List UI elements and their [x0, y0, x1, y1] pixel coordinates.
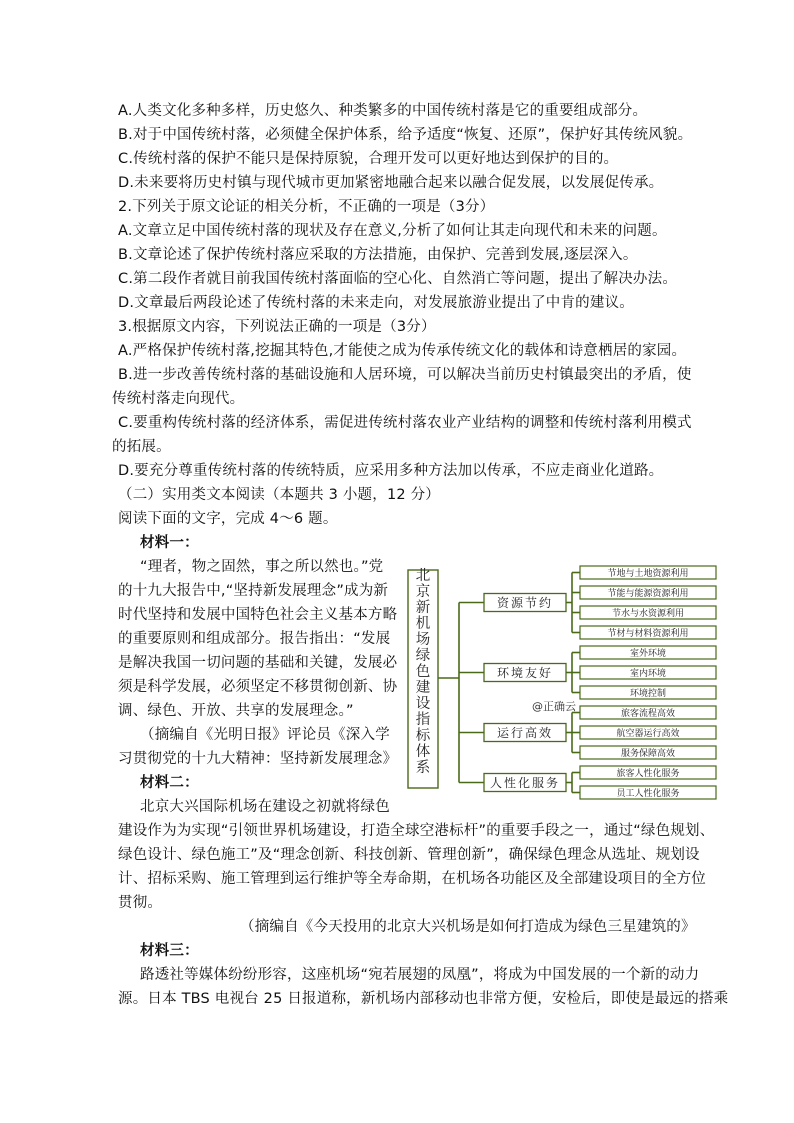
material2-source: （摘编自《今天投用的北京大兴机场是如何打造成为绿色三星建筑的》: [240, 919, 696, 935]
diagram-branch-label: 运行高效: [496, 726, 554, 740]
diagram-leaf-label: 室内环境: [629, 669, 667, 679]
material1-source-cont: 习贯彻党的十九大精神：坚持新发展理念》: [118, 751, 398, 767]
q2-option-a: A.文章立足中国传统村落的现状及存在意义,分析了如何让其走向现代和未来的问题。: [118, 223, 667, 239]
q3-option-c: C.要重构传统村落的经济体系，需促进传统村落农业产业结构的调整和传统村落利用模式: [118, 415, 692, 431]
diagram-leaf-label: 员工人性化服务: [616, 789, 680, 799]
q3-option-d: D.要充分尊重传统村落的传统特质，应采用多种方法加以传承，不应走商业化道路。: [118, 463, 664, 479]
q3-option-b: B.进一步改善传统村落的基础设施和人居环境，可以解决当前历史村镇最突出的矛盾，使: [118, 367, 692, 383]
material1-line: “理者，物之固然，事之所以然也。”党: [140, 559, 384, 575]
material2-line: 北京大兴国际机场在建设之初就将绿色: [140, 799, 390, 815]
material1-label: 材料一：: [140, 535, 199, 551]
q1-option-d: D.未来要将历史村镇与现代城市更加紧密地融合起来以融合促发展，以发展促传承。: [118, 175, 664, 191]
diagram-root-label: 北京新机场绿色建设指标体系: [415, 568, 431, 776]
q2-stem: 2.下列关于原文论证的相关分析，不正确的一项是（3分）: [118, 199, 495, 215]
q3-option-a: A.严格保护传统村落,挖掘其特色,才能使之成为传承传统文化的载体和诗意栖居的家园。: [118, 343, 687, 359]
diagram-leaf-label: 节材与材料资源利用: [607, 629, 689, 639]
q2-option-b: B.文章论述了保护传统村落应采取的方法措施，由保护、完善到发展,逐层深入。: [118, 247, 638, 263]
diagram-leaf-label: 旅客流程高效: [620, 709, 676, 719]
q2-option-d: D.文章最后两段论述了传统村落的未来走向，对发展旅游业提出了中肯的建议。: [118, 295, 634, 311]
diagram-leaf-label: 室外环境: [629, 649, 667, 659]
diagram-watermark: @正确云: [532, 700, 576, 713]
material2-line: 建设作为为实现“引领世界机场建设，打造全球空港标杆”的重要手段之一，通过“绿色规划、: [118, 823, 715, 839]
q1-option-a: A.人类文化多种多样，历史悠久、种类繁多的中国传统村落是它的重要组成部分。: [118, 103, 648, 119]
section2-instruction: 阅读下面的文字，完成 4～6 题。: [118, 511, 338, 527]
material2-line: 计、招标采购、施工管理到运行维护等全寿命期，在机场各功能区及全部建设项目的全方位: [118, 871, 706, 887]
diagram-leaf-label: 环境控制: [629, 689, 667, 699]
diagram-leaf-label: 航空器运行高效: [616, 729, 680, 739]
diagram-leaf-label: 节能与能源资源利用: [607, 589, 689, 599]
material1-line: 的十九大报告中,“坚持新发展理念”成为新: [118, 583, 389, 599]
material3-line: 路透社等媒体纷纷形容，这座机场“宛若展翅的凤凰”，将成为中国发展的一个新的动力: [140, 967, 700, 983]
diagram-leaf-label: 服务保障高效: [620, 749, 676, 759]
material1-line: 是解决我国一切问题的基础和关键，发展必: [118, 655, 398, 671]
diagram-leaf-label: 节地与土地资源利用: [607, 569, 689, 579]
diagram-branch-label: 环境友好: [496, 666, 554, 680]
material1-line: 调、绿色、开放、共享的发展理念。”: [118, 703, 354, 719]
q1-option-c: C.传统村落的保护不能只是保持原貌，合理开发可以更好地达到保护的目的。: [118, 151, 619, 167]
material2-label: 材料二：: [140, 775, 199, 791]
q3-option-b-cont: 传统村落走向现代。: [112, 391, 245, 407]
diagram-leaf-label: 旅客人性化服务: [616, 769, 680, 779]
material2-line: 绿色设计、绿色施工”及“理念创新、科技创新、管理创新”，确保绿色理念从选址、规划设: [118, 847, 700, 863]
section2-heading: （二）实用类文本阅读（本题共 3 小题，12 分）: [118, 487, 441, 503]
material1-line: 的重要原则和组成部分。报告指出：“发展: [118, 631, 391, 647]
q3-stem: 3.根据原文内容，下列说法正确的一项是（3分）: [118, 319, 436, 335]
diagram-leaf-label: 节水与水资源利用: [611, 609, 685, 619]
q1-option-b: B.对于中国传统村落，必须健全保护体系，给予适度“恢复、还原”，保护好其传统风貌。: [118, 127, 693, 143]
q2-option-c: C.第二段作者就目前我国传统村落面临的空心化、自然消亡等问题，提出了解决办法。: [118, 271, 678, 287]
material2-line: 贯彻。: [118, 895, 163, 911]
diagram-branch-label: 资源节约: [496, 596, 554, 610]
material3-label: 材料三：: [140, 943, 199, 959]
diagram-branch-label: 人性化服务: [489, 776, 561, 790]
material1-line: 时代坚持和发展中国特色社会主义基本方略: [118, 607, 398, 623]
material3-line: 源。日本 TBS 电视台 25 日报道称，新机场内部移动也非常方便，安检后，即使是最远的搭乘: [118, 991, 729, 1007]
material1-source: （摘编自《光明日报》评论员《深入学: [140, 727, 390, 743]
indicator-system-diagram: [404, 560, 724, 800]
material1-line: 须是科学发展，必须坚定不移贯彻创新、协: [118, 679, 398, 695]
q3-option-c-cont: 的拓展。: [112, 439, 171, 455]
